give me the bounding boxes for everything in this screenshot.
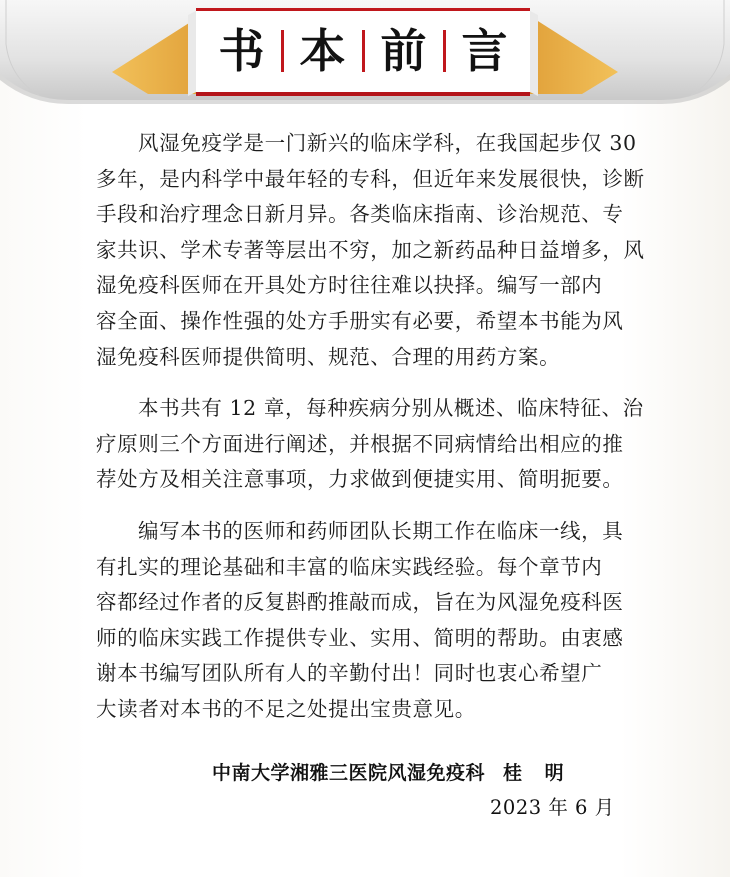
title-char-3: 前 (380, 24, 427, 78)
text-line: 荐处方及相关注意事项，力求做到便捷实用、简明扼要。 (96, 467, 624, 492)
text-line: 师的临床实践工作提供专业、实用、简明的帮助。由衷感 (96, 625, 624, 650)
title-char-2: 本 (299, 24, 346, 78)
signature-organization: 中南大学湘雅三医院风湿免疫科 (212, 762, 486, 784)
text-line: 疗原则三个方面进行阐述，并根据不同病情给出相应的推 (96, 431, 624, 456)
title-plate (196, 10, 530, 92)
paragraph-3 (96, 514, 656, 728)
text-line: 容都经过作者的反复斟酌推敲而成，旨在为风湿免疫科医 (96, 590, 624, 615)
preface-body (96, 126, 656, 744)
text-line: 谢本书编写团队所有人的辛勤付出！同时也衷心希望广 (96, 661, 603, 686)
signature-date: 2023 年 6 月 (490, 796, 615, 819)
text-line: 容全面、操作性强的处方手册实有必要，希望本书能为风 (96, 308, 624, 333)
text-line: 风湿免疫学是一门新兴的临床学科，在我国起步仅 30 (138, 131, 637, 155)
title-char-4: 言 (461, 24, 508, 78)
text-line: 有扎实的理论基础和丰富的临床实践经验。每个章节内 (96, 554, 603, 579)
paragraph-1 (96, 126, 656, 375)
title-banner (0, 0, 730, 110)
text-line: 编写本书的医师和药师团队长期工作在临床一线，具 (138, 518, 624, 543)
paragraph-2 (96, 391, 656, 498)
signature-author: 桂 明 (503, 762, 572, 784)
text-line: 湿免疫科医师提供简明、规范、合理的用药方案。 (96, 344, 561, 369)
title-char-1: 书 (218, 24, 265, 78)
text-line: 大读者对本书的不足之处提出宝贵意见。 (96, 696, 476, 721)
text-line: 多年，是内科学中最年轻的专科，但近年来发展很快，诊断 (96, 166, 645, 191)
text-line: 湿免疫科医师在开具处方时往往难以抉择。编写一部内 (96, 273, 603, 298)
text-line: 家共识、学术专著等层出不穷，加之新药品种日益增多，风 (96, 237, 645, 262)
signature-line (212, 758, 572, 785)
text-line: 手段和治疗理念日新月异。各类临床指南、诊治规范、专 (96, 202, 624, 227)
text-line: 本书共有 12 章，每种疾病分别从概述、临床特征、治 (138, 396, 644, 421)
